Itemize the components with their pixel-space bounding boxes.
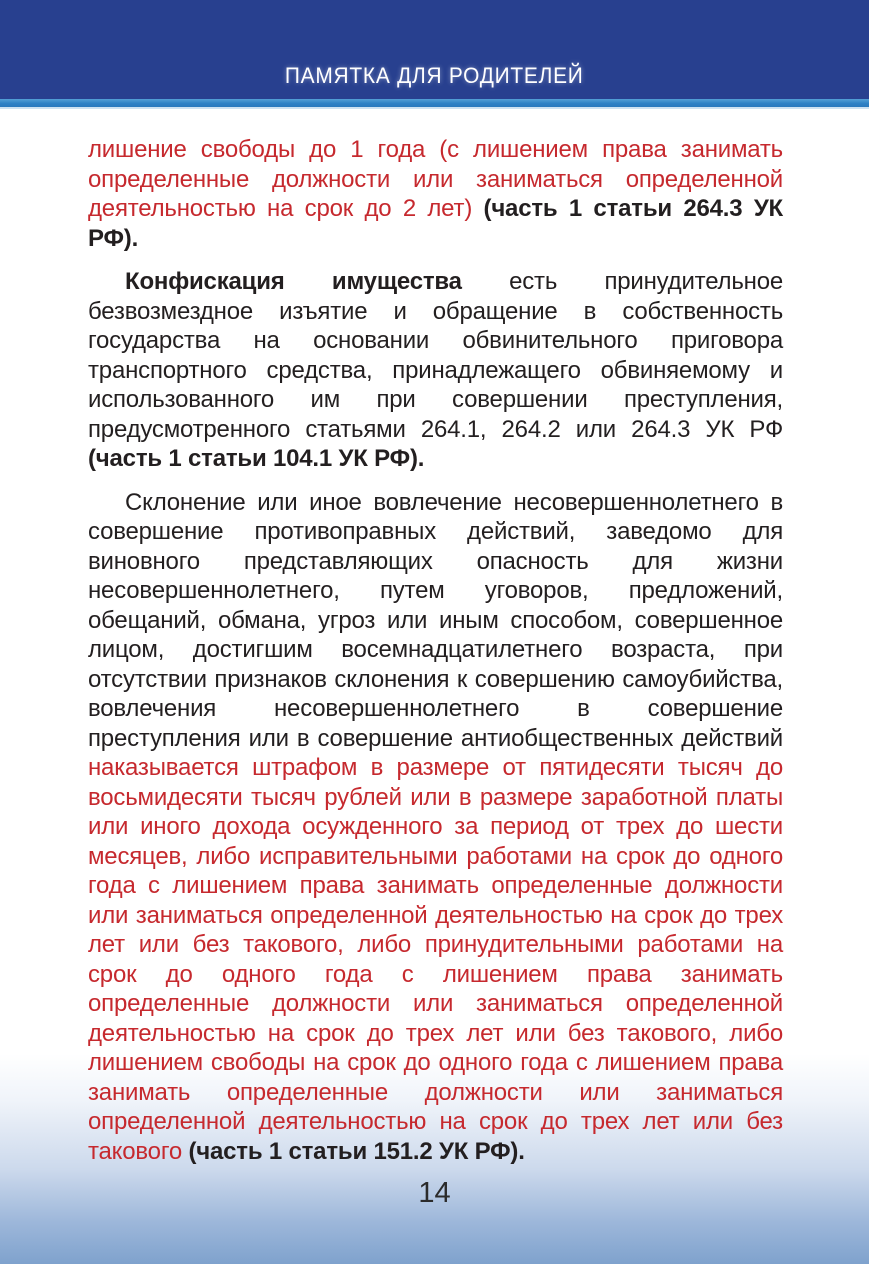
text-segment-penalty-red: лишение свободы до 1 года (с лишением права занимать определенные должности или заниматься определенной деятельностью на срок до 2 лет) bbox=[88, 136, 783, 222]
paragraph-involvement-151-2 bbox=[88, 488, 783, 1167]
page-header-title: ПАМЯТКА ДЛЯ РОДИТЕЛЕЙ bbox=[285, 63, 584, 88]
text-segment-involvement-penalty-red: наказывается штрафом в размере от пятидесяти тысяч до восьмидесяти тысяч рублей или в размере заработной платы или иного дохода осужденного за период от трех до шести месяцев, либо исправительными работами на срок до одного года с лишением права занимать определенные должности или заниматься определенной деятельностью на срок до трех лет или без такового, либо принудительными работами на срок до одного года с лишением права занимать определенные должности или заниматься определенной деятельностью на срок до трех лет или без такового, либо лишением свободы на срок до одного года с лишением права занимать определенные должности или заниматься определенной деятельностью на срок до трех лет или без такового bbox=[88, 754, 783, 1165]
content-area bbox=[0, 109, 869, 1166]
paragraph-confiscation-104-1 bbox=[88, 267, 783, 474]
page-number: 14 bbox=[418, 1177, 451, 1209]
header-accent-strip bbox=[0, 99, 869, 109]
text-segment-confiscation-definition: есть принудительное безвозмездное изъятие и обращение в собственность государства на основании обвинительного приговора транспортного средства, принадлежащего обвиняемому и использованного им при совершении преступления, предусмотренного статьями 264.1, 264.2 или 264.3 УК РФ bbox=[88, 268, 784, 443]
text-segment-confiscation-term: Конфискация имущества bbox=[125, 268, 462, 295]
text-segment-article-151-2: (часть 1 статьи 151.2 УК РФ). bbox=[188, 1137, 525, 1165]
text-segment-article-104-1: (часть 1 статьи 104.1 УК РФ). bbox=[88, 445, 425, 472]
header-band bbox=[0, 0, 869, 99]
paragraph-continuation-264-3 bbox=[88, 135, 783, 253]
text-segment-article-264-3: (часть 1 статьи 264.3 УК РФ). bbox=[88, 195, 783, 252]
text-segment-involvement-definition: Склонение или иное вовлечение несовершеннолетнего в совершение противоправных действий, заведомо для виновного представляющих опасность для жизни несовершеннолетнего, путем уговоров, предложений, обещаний, обмана, угроз или иным способом, совершенное лицом, достигшим восемнадцатилетнего возраста, при отсутствии признаков склонения к совершению самоубийства, вовлечения несовершеннолетнего в совершение преступления или в совершение антиобщественных действий bbox=[88, 488, 783, 752]
